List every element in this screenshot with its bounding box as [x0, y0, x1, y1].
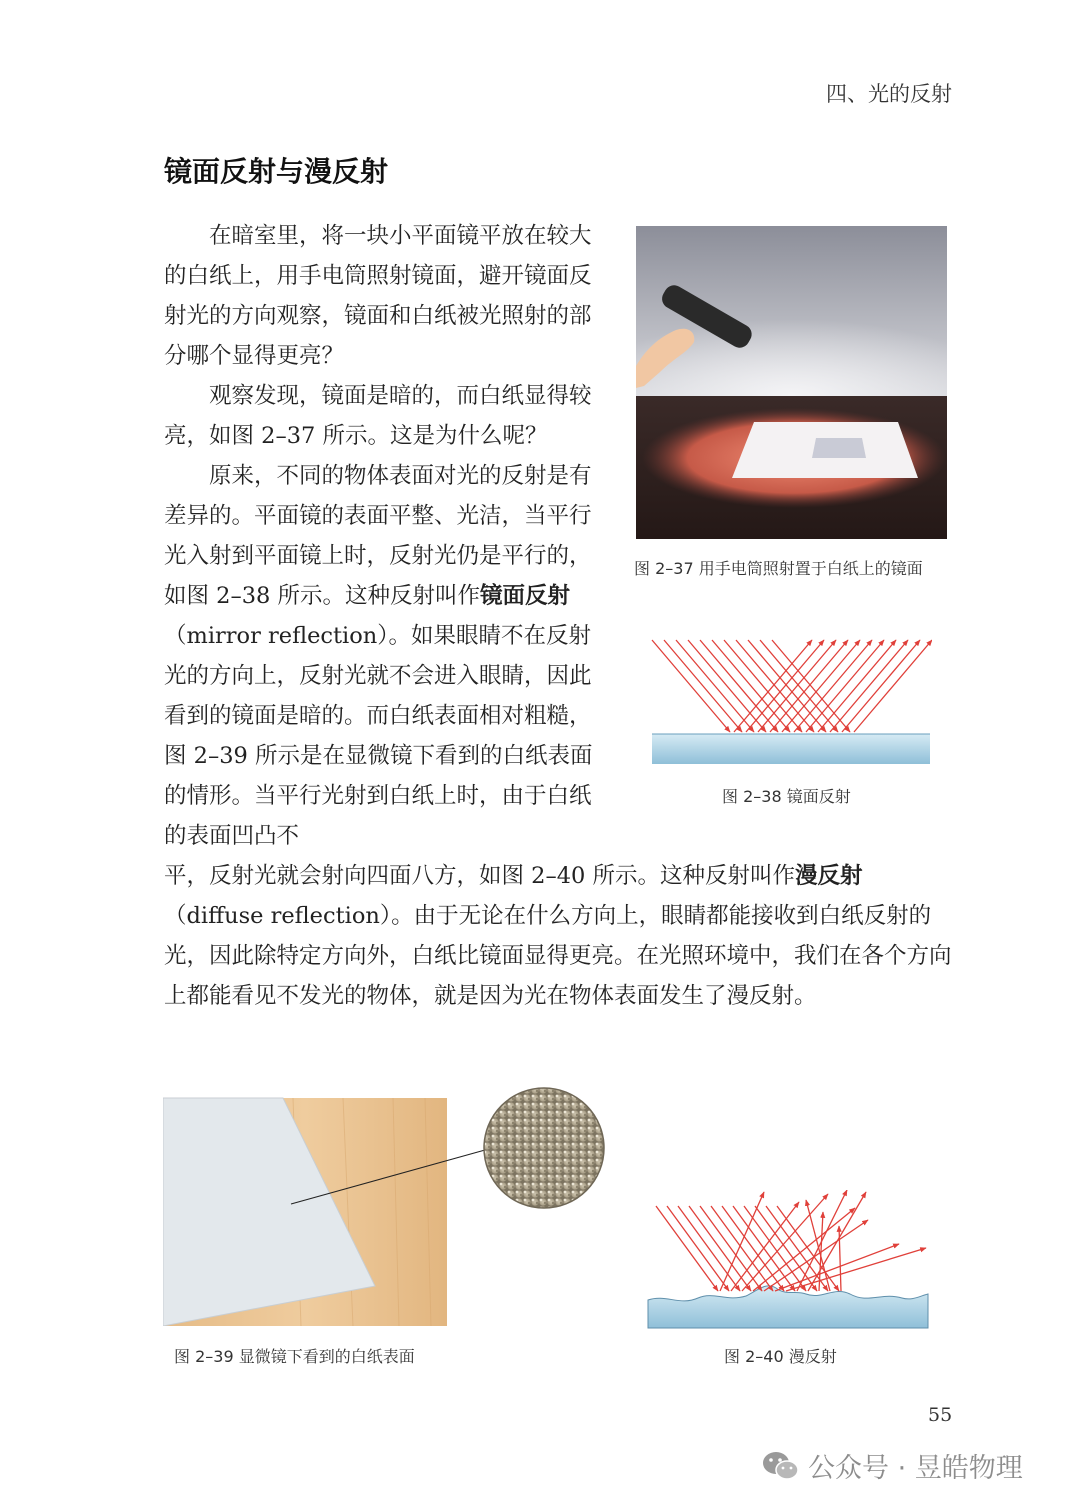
reflected-ray — [830, 640, 908, 732]
paragraph-2: 观察发现，镜面是暗的，而白纸显得较亮，如图 2–37 所示。这是为什么呢？ — [164, 383, 592, 449]
paragraph-3-part-d: （diffuse reflection）。由于无论在什么方向上，眼睛都能接收到白纸反射的光，因此除特定方向外，白纸比镜面显得更亮。在光照环境中，我们在各个方向上都能看见不发光的物体，就是因为光在物体表面发生了漫反射。 — [164, 903, 952, 1009]
watermark-text: 公众号 · 昱皓物理 — [808, 1453, 1023, 1484]
reflected-ray — [775, 1244, 899, 1291]
figure-2-40-caption: 图 2–40 漫反射 — [724, 1347, 837, 1366]
page-number: 55 — [928, 1404, 953, 1426]
incident-ray — [748, 640, 826, 732]
paragraph-3 — [164, 456, 604, 856]
incident-ray — [736, 640, 814, 732]
incident-ray — [700, 640, 778, 732]
term-diffuse-reflection: 漫反射 — [795, 863, 863, 889]
reflected-ray — [746, 640, 824, 732]
figure-2-38-caption: 图 2–38 镜面反射 — [722, 787, 851, 806]
running-head: 四、光的反射 — [826, 82, 952, 106]
reflected-ray — [758, 640, 836, 732]
reflected-ray — [842, 640, 920, 732]
watermark — [762, 1446, 1023, 1485]
body-text-column — [164, 216, 604, 856]
wechat-icon — [762, 1450, 800, 1482]
incident-ray — [664, 640, 742, 732]
paragraph-3-part-b: （mirror reflection）。如果眼睛不在反射光的方向上，反射光就不会进入眼睛，因此看到的镜面是暗的。而白纸表面相对粗糙，图 2–39 所示是在显微镜下看到的白纸表面的情形。当平行光射到白纸上时，由于白纸的表面凹凸不 — [164, 623, 593, 849]
incident-ray — [772, 640, 850, 732]
figure-2-37-photo — [636, 226, 947, 539]
term-mirror-reflection: 镜面反射 — [480, 583, 571, 609]
figure-2-39-caption: 图 2–39 显微镜下看到的白纸表面 — [174, 1347, 415, 1366]
section-title: 镜面反射与漫反射 — [164, 155, 389, 188]
body-text-full-width — [164, 856, 952, 1016]
incident-ray — [676, 640, 754, 732]
reflected-ray — [806, 640, 884, 732]
incident-ray — [652, 640, 730, 732]
reflected-ray — [734, 640, 812, 732]
figure-2-39-photo — [163, 1086, 605, 1326]
paragraph-3-part-c: 平，反射光就会射向四面八方，如图 2–40 所示。这种反射叫作 — [164, 863, 796, 889]
paragraph-1: 在暗室里，将一块小平面镜平放在较大的白纸上，用手电筒照射镜面，避开镜面反射光的方向观察，镜面和白纸被光照射的部分哪个显得更亮？ — [164, 223, 592, 369]
incident-ray — [724, 640, 802, 732]
figure-2-38-diagram — [650, 630, 932, 766]
figure-2-40-diagram — [646, 1190, 930, 1330]
incident-ray — [712, 640, 790, 732]
paragraph-3-continued — [164, 856, 952, 1016]
paragraph-3-part-a: 原来，不同的物体表面对光的反射是有差异的。平面镜的表面平整、光洁，当平行光入射到平面镜上时，反射光仍是平行的，如图 2–38 所示。这种反射叫作 — [164, 463, 592, 609]
reflected-ray — [794, 640, 872, 732]
incident-ray — [760, 640, 838, 732]
reflected-ray — [854, 640, 932, 732]
reflected-ray — [782, 640, 860, 732]
reflected-ray — [770, 640, 848, 732]
figure-2-37-caption: 图 2–37 用手电筒照射置于白纸上的镜面 — [634, 559, 923, 578]
reflected-ray — [818, 640, 896, 732]
incident-ray — [688, 640, 766, 732]
